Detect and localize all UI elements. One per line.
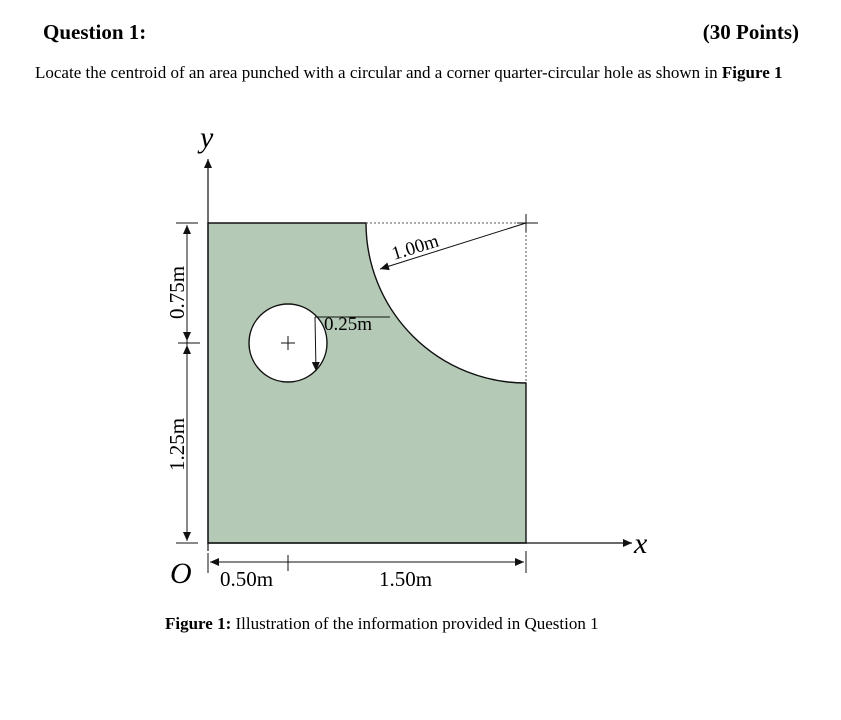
figure-diagram	[154, 121, 660, 597]
figure-1	[154, 121, 660, 597]
origin-label: O	[170, 557, 192, 590]
caption-text: Illustration of the information provided in Question 1	[231, 614, 599, 633]
radius-small-label: 0.25m	[324, 314, 373, 335]
dim-bottom-long-label: 1.50m	[379, 567, 433, 591]
question-title: Question 1:	[43, 20, 147, 44]
dim-bottom-short-label: 0.50m	[220, 567, 274, 591]
quarter-center-mark	[517, 214, 538, 232]
shaded-area	[208, 223, 526, 543]
dim-bottom-left-label: 1.25m	[165, 417, 189, 471]
figure-caption	[165, 614, 599, 634]
radius-large-label: 1.00m	[389, 230, 442, 265]
question-text	[35, 60, 795, 85]
question-text-main: Locate the centroid of an area punched with a circular and a corner quarter-circular hole as shown in	[35, 63, 722, 82]
question-points: (30 Points)	[702, 20, 799, 44]
caption-label: Figure 1:	[165, 614, 232, 633]
x-axis-label: x	[634, 527, 648, 560]
dim-top-left-label: 0.75m	[165, 265, 189, 319]
figure-reference: Figure 1	[721, 63, 783, 82]
y-axis-label: y	[200, 121, 214, 154]
